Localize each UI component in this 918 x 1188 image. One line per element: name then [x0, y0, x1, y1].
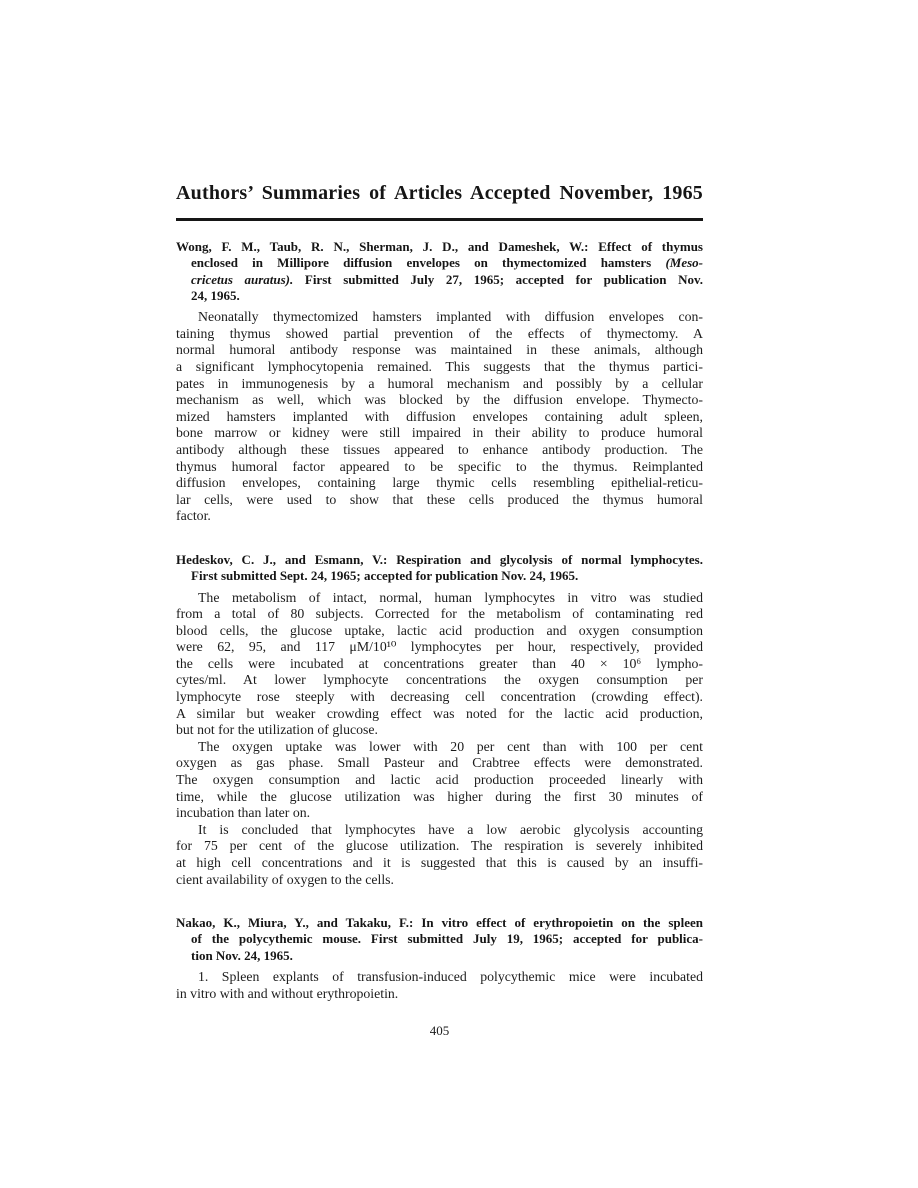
- text-line: bone marrow or kidney were still impaired in their ability to produce humoral: [176, 425, 703, 441]
- text-line: 1. Spleen explants of transfusion-induced polycythemic mice were incubated: [198, 969, 703, 985]
- text-line: normal humoral antibody response was maintained in these animals, although: [176, 342, 703, 358]
- text-line: The oxygen uptake was lower with 20 per cent than with 100 per cent: [198, 738, 703, 754]
- text-line: at high cell concentrations and it is suggested that this is caused by an insuffi-: [176, 855, 703, 870]
- text-line: from a total of 80 subjects. Corrected for the metabolism of contaminating red: [176, 606, 703, 622]
- text-line: cricetus auratus). First submitted July 27, 1965; accepted for publication Nov.: [191, 271, 703, 287]
- entry-citation: [176, 552, 703, 585]
- text-line: thymus humoral factor appeared to be specific to the thymus. Reimplanted: [176, 458, 703, 474]
- article-summaries: [176, 239, 703, 1002]
- text-line: cient availability of oxygen to the cells.: [176, 871, 395, 887]
- text-line: lymphocyte rose steeply with decreasing cell concentration (crowding effect).: [176, 689, 703, 705]
- title-divider-rule: [176, 218, 703, 221]
- text-line: 24, 1965.: [191, 287, 240, 303]
- summary-paragraph: [176, 739, 703, 822]
- text-line: were 62, 95, and 117 μM/10¹⁰ lymphocytes per hour, respectively, provided: [176, 639, 703, 655]
- text-line: tion Nov. 24, 1965.: [191, 947, 293, 963]
- text-line: blood cells, the glucose uptake, lactic acid production and oxygen consumption: [176, 622, 703, 638]
- text-line: incubation than later on.: [176, 805, 311, 821]
- text-line: Wong, F. M., Taub, R. N., Sherman, J. D., and Dameshek, W.: Effect of thymus: [176, 239, 703, 254]
- text-line: Nakao, K., Miura, Y., and Takaku, F.: In vitro effect of erythropoietin on the spleen: [176, 915, 703, 931]
- entry-citation: [176, 915, 703, 964]
- text-line: mized hamsters implanted with diffusion envelopes containing adult spleen,: [176, 408, 703, 424]
- text-line: taining thymus showed partial prevention of the effects of thymectomy. A: [176, 325, 703, 341]
- text-line: but not for the utilization of glucose.: [176, 722, 378, 738]
- text-line: for 75 per cent of the glucose utilization. The respiration is severely inhibited: [176, 838, 703, 854]
- page-title: Authors’ Summaries of Articles Accepted November, 1965: [176, 182, 703, 204]
- text-line: the cells were incubated at concentrations greater than 40 × 10⁶ lympho-: [176, 655, 703, 671]
- text-line: It is concluded that lymphocytes have a low aerobic glycolysis accounting: [198, 821, 703, 837]
- summary-entry: [176, 552, 703, 888]
- text-line: enclosed in Millipore diffusion envelopes on thymectomized hamsters (Meso-: [191, 255, 703, 271]
- summary-paragraph: [176, 969, 703, 1002]
- text-line: of the polycythemic mouse. First submitted July 19, 1965; accepted for publica-: [191, 931, 703, 947]
- entry-citation: [176, 239, 703, 304]
- text-line: diffusion envelopes, containing large thymic cells resembling epithelial-reticu-: [176, 475, 703, 491]
- text-line: Neonatally thymectomized hamsters implanted with diffusion envelopes con-: [198, 309, 703, 325]
- text-line: mechanism as well, which was blocked by the diffusion envelope. Thymecto-: [176, 392, 703, 408]
- text-line: pates in immunogenesis by a humoral mechanism and possibly by a cellular: [176, 375, 703, 391]
- text-line: in vitro with and without erythropoietin.: [176, 985, 399, 1001]
- text-line: lar cells, were used to show that these cells produced the thymus humoral: [176, 491, 703, 507]
- text-line: a significant lymphocytopenia remained. This suggests that the thymus partici-: [176, 358, 703, 374]
- page-number: 405: [429, 1023, 450, 1039]
- text-line: time, while the glucose utilization was higher during the first 30 minutes of: [176, 788, 703, 804]
- text-line: antibody although these tissues appeared to enhance antibody production. The: [176, 441, 703, 457]
- text-line: factor.: [176, 508, 211, 524]
- summary-paragraph: [176, 822, 703, 888]
- text-line: A similar but weaker crowding effect was noted for the lactic acid production,: [176, 705, 703, 721]
- text-line: Hedeskov, C. J., and Esmann, V.: Respiration and glycolysis of normal lymphocytes.: [176, 551, 703, 567]
- text-line: The oxygen consumption and lactic acid production proceeded linearly with: [176, 772, 703, 788]
- summary-entry: [176, 915, 703, 1002]
- summary-entry: [176, 239, 703, 525]
- text-column: [176, 181, 703, 1039]
- text-line: The metabolism of intact, normal, human lymphocytes in vitro was studied: [198, 589, 703, 605]
- summary-paragraph: [176, 590, 703, 739]
- text-line: oxygen as gas phase. Small Pasteur and Crabtree effects were demonstrated.: [176, 755, 703, 771]
- text-line: First submitted Sept. 24, 1965; accepted for publication Nov. 24, 1965.: [191, 568, 579, 584]
- text-line: cytes/ml. At lower lymphocyte concentrations the oxygen consumption per: [176, 672, 703, 688]
- summary-paragraph: [176, 309, 703, 525]
